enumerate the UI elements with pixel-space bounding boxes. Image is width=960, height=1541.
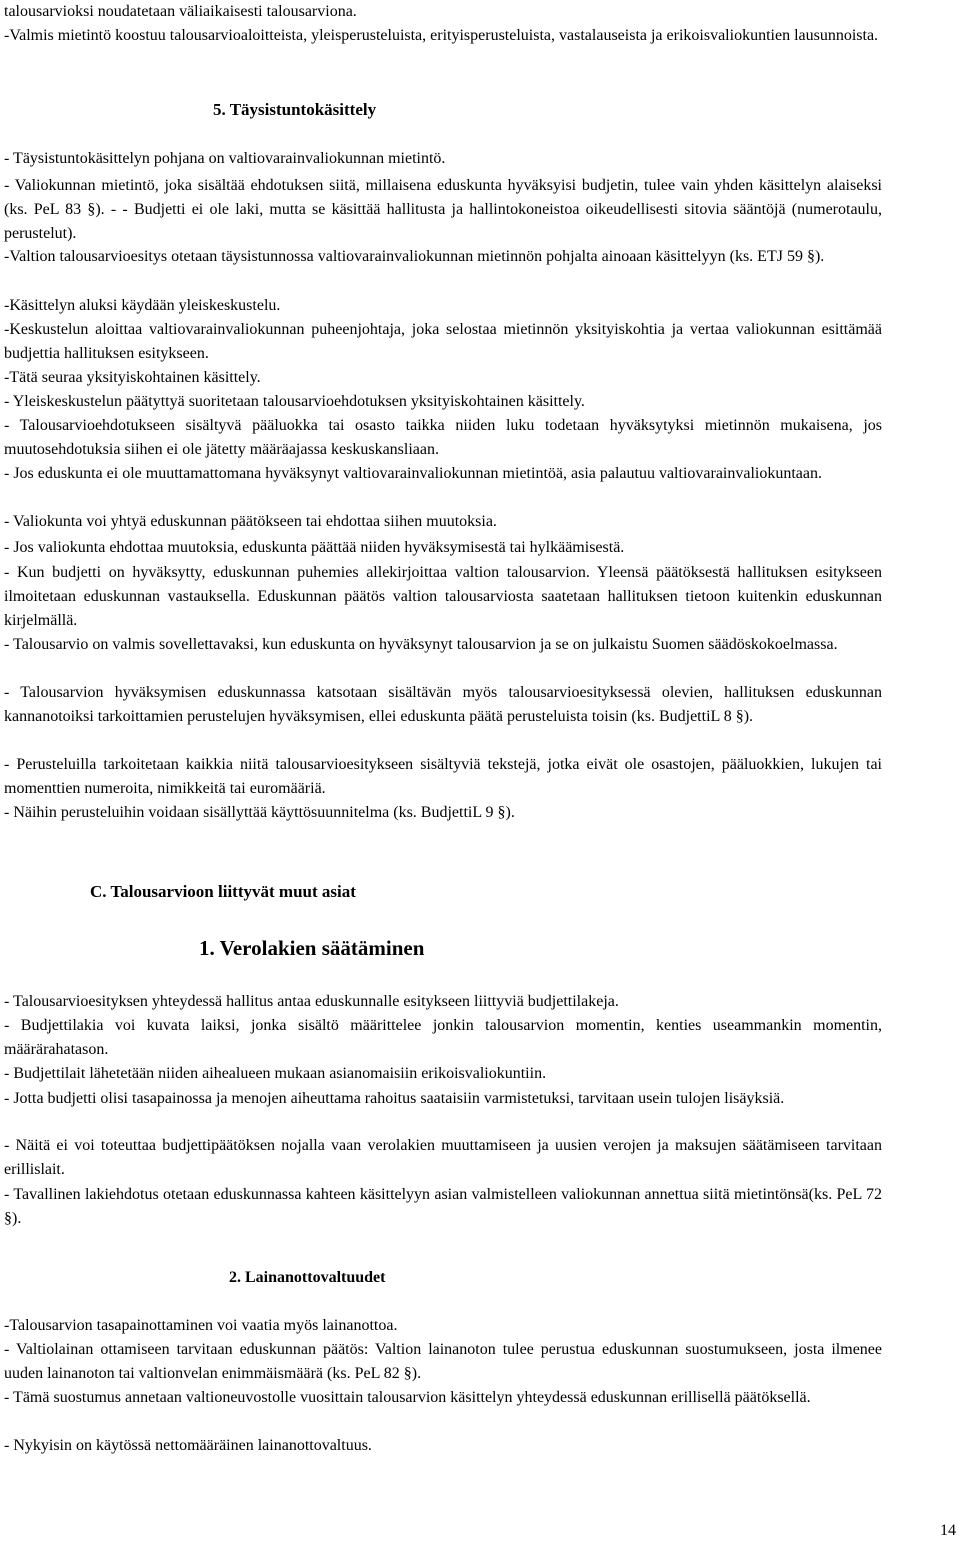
paragraph: - Näihin perusteluihin voidaan sisällyttää käyttösuunnitelma (ks. BudjettiL 9 §).	[4, 804, 515, 821]
paragraph: - Täysistuntokäsittelyn pohjana on valtiovarainvaliokunnan mietintö.	[4, 150, 446, 167]
paragraph: talousarvioksi noudatetaan väliaikaisesti talousarviona.	[4, 3, 357, 20]
paragraph: - Talousarvioehdotukseen sisältyvä pääluokka tai osasto taikka niiden luku todetaan hyväksytyksi mietinnön mukaisena, jos muutosehdotuksia siihen ei ole jätetty määräajassa keskuskansliaan.	[4, 417, 882, 458]
paragraph: - Nykyisin on käytössä nettomääräinen lainanottovaltuus.	[4, 1437, 372, 1454]
subsection-heading: 2. Lainanottovaltuudet	[229, 1269, 386, 1286]
paragraph: - Talousarvion hyväksymisen eduskunnassa katsotaan sisältävän myös talousarvioesityksessä olevien, hallituksen eduskunnan kannanotoiksi tarkoittamien perustelujen hyväksymisen, ellei eduskunta päätä perusteluista toisin (ks. BudjettiL 8 §).	[4, 684, 882, 725]
paragraph: - Perusteluilla tarkoitetaan kaikkia niitä talousarvioesitykseen sisältyviä tekstejä, jotka eivät ole osastojen, pääluokkien, lukujen tai momenttien numeroita, nimikkeitä tai euromääriä.	[4, 756, 882, 797]
paragraph: - Talousarvio on valmis sovellettavaksi, kun eduskunta on hyväksynyt talousarvion ja se on julkaistu Suomen säädöskokoelmassa.	[4, 636, 838, 653]
paragraph: -Valtion talousarvioesitys otetaan täysistunnossa valtiovarainvaliokunnan mietinnön pohjalta ainoaan käsittelyyn (ks. ETJ 59 §).	[4, 248, 825, 265]
paragraph: - Näitä ei voi toteuttaa budjettipäätöksen nojalla vaan verolakien muuttamiseen ja uusien verojen ja maksujen säätämiseen tarvitaan erillislait.	[4, 1137, 882, 1178]
paragraph: - Budjettilait lähetetään niiden aihealueen mukaan asianomaisiin erikoisvaliokuntiin.	[4, 1065, 547, 1082]
section-heading: C. Talousarvioon liittyvät muut asiat	[90, 882, 356, 901]
paragraph: - Jos eduskunta ei ole muuttamattomana hyväksynyt valtiovarainvaliokunnan mietintöä, asia palautuu valtiovarainvaliokuntaan.	[4, 465, 823, 482]
paragraph: -Käsittelyn aluksi käydään yleiskeskustelu.	[4, 297, 281, 314]
paragraph: -Valmis mietintö koostuu talousarvioaloitteista, yleisperusteluista, erityisperusteluista, vastalauseista ja erikoisvaliokuntien lausunnoista.	[4, 27, 879, 44]
paragraph: -Tätä seuraa yksityiskohtainen käsittely.	[4, 369, 261, 386]
paragraph: -Talousarvion tasapainottaminen voi vaatia myös lainanottoa.	[4, 1317, 398, 1334]
paragraph: - Jos valiokunta ehdottaa muutoksia, eduskunta päättää niiden hyväksymisestä tai hylkäämisestä.	[4, 539, 625, 556]
paragraph: - Tavallinen lakiehdotus otetaan eduskunnassa kahteen käsittelyyn asian valmistelleen valiokunnan annettua siitä mietintönsä(ks. PeL 72 §).	[4, 1186, 882, 1227]
section-heading: 5. Täysistuntokäsittely	[213, 100, 377, 119]
paragraph: - Valtiolainan ottamiseen tarvitaan eduskunnan päätös: Valtion lainanoton tulee perustua eduskunnan suostumukseen, josta ilmenee uuden lainanoton tai valtionvelan enimmäismäärä (ks. PeL 82 §).	[4, 1341, 882, 1382]
paragraph: - Kun budjetti on hyväksytty, eduskunnan puhemies allekirjoittaa valtion talousarvion. Yleensä päätöksestä hallituksen esitykseen ilmoitetaan eduskunnan vastauksella. Eduskunnan päätös valtion talousarviosta saatetaan hallituksen tietoon kuitenkin eduskunnan kirjelmällä.	[4, 564, 882, 629]
paragraph: - Valiokunnan mietintö, joka sisältää ehdotuksen siitä, millaisena eduskunta hyväksyisi budjetin, tulee vain yhden käsittelyn alaiseksi (ks. PeL 83 §). - - Budjetti ei ole laki, mutta se käsittää hallitusta ja hallintokoneistoa oikeudellisesti sitovia sääntöjä (numerotaulu, perustelut).	[4, 177, 882, 242]
paragraph: -Keskustelun aloittaa valtiovarainvaliokunnan puheenjohtaja, joka selostaa mietinnön yksityiskohtia ja vertaa valiokunnan esittämää budjettia hallituksen esitykseen.	[4, 321, 882, 362]
subsection-heading: 1. Verolakien säätäminen	[199, 936, 425, 960]
paragraph: - Yleiskeskustelun päätyttyä suoritetaan talousarvioehdotuksen yksityiskohtainen käsittely.	[4, 393, 585, 410]
paragraph: - Jotta budjetti olisi tasapainossa ja menojen aiheuttama rahoitus saataisiin varmistetuksi, tarvitaan usein tulojen lisäyksiä.	[4, 1090, 785, 1107]
paragraph: - Valiokunta voi yhtyä eduskunnan päätökseen tai ehdottaa siihen muutoksia.	[4, 513, 497, 530]
paragraph: - Tämä suostumus annetaan valtioneuvostolle vuosittain talousarvion käsittelyn yhteydessä eduskunnan erillisellä päätöksellä.	[4, 1389, 811, 1406]
page-number: 14	[940, 1522, 956, 1539]
paragraph: - Talousarvioesityksen yhteydessä hallitus antaa eduskunnalle esitykseen liittyviä budjettilakeja.	[4, 993, 619, 1010]
paragraph: - Budjettilakia voi kuvata laiksi, jonka sisältö määrittelee jonkin talousarvion momentin, kenties useammankin momentin, määrärahatason.	[4, 1017, 882, 1058]
